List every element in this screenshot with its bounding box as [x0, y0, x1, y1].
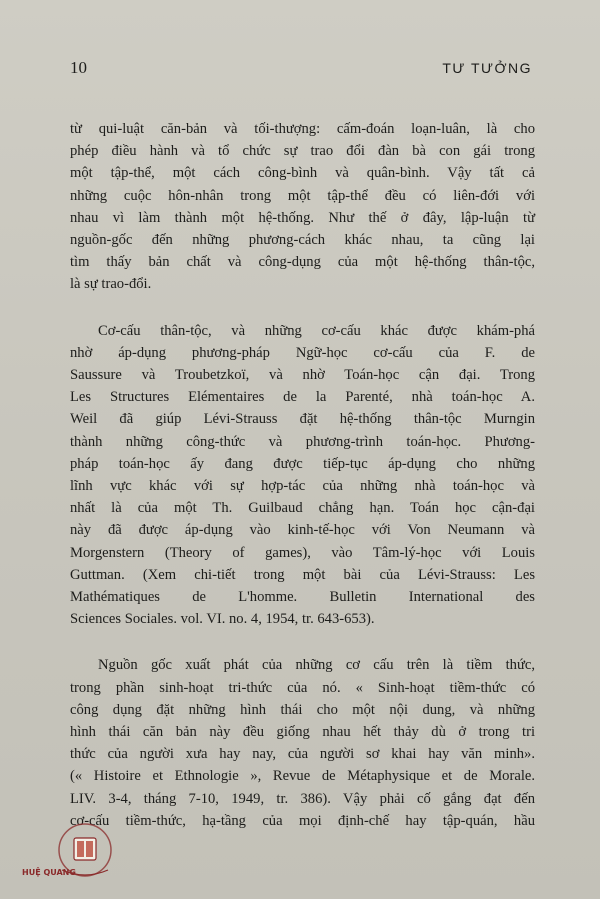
running-title: TƯ TƯỞNG	[442, 60, 532, 76]
text-line: hình thái căn bản này đều giống nhau hết thảy dù ở trong tri	[70, 724, 535, 741]
text-line: cơ-cấu tiềm-thức, hạ-tầng của mọi định-chế hay tập-quán, hầu	[70, 812, 535, 829]
text-line: là sự trao-đổi.	[70, 276, 152, 293]
text-line: Sciences Sociales. vol. VI. no. 4, 1954, tr. 643-653).	[70, 611, 375, 628]
text-line: lĩnh vực khác với sự hợp-tác của những nhà toán-học và	[70, 478, 535, 495]
text-line: Guttman. (Xem chi-tiết trong một bài của Lévi-Strauss: Les	[70, 566, 535, 583]
page-body	[70, 118, 535, 852]
text-line: từ qui-luật căn-bản và tối-thượng: cấm-đoán loạn-luân, là cho	[70, 121, 535, 137]
text-line: Mathématiques de L'homme. Bulletin International des	[70, 589, 535, 606]
text-line: Les Structures Elémentaires de la Parenté, nhà toán-học A.	[70, 389, 535, 406]
paragraph-3	[70, 654, 535, 832]
page-number: 10	[70, 58, 87, 77]
text-line: nguồn-gốc đến những phương-cách khác nhau, ta cũng lại	[70, 232, 535, 249]
text-line: trong phần sinh-hoạt tri-thức của nó. « Sinh-hoạt tiềm-thức có	[70, 679, 535, 696]
text-line: công dụng đặt những hình thái cho một nội dung, và những	[70, 701, 535, 718]
page-header	[70, 58, 532, 82]
text-line: những cuộc hôn-nhân trong một tập-thể đều có liên-đới với	[70, 187, 535, 204]
text-line: Saussure và Troubetzkoï, và nhờ Toán-học cận đại. Trong	[70, 367, 535, 384]
library-stamp-icon	[50, 820, 120, 890]
stamp-text: HUỆ QUANG	[22, 868, 76, 877]
paragraph-1	[70, 118, 535, 296]
text-line: nhất là của một Th. Guilbaud chẳng hạn. Toán học cận-đại	[70, 500, 535, 517]
paragraph-2	[70, 320, 535, 631]
text-line: (« Histoire et Ethnologie », Revue de Métaphysique et de Morale.	[70, 768, 535, 785]
text-line: thành những công-thức và phương-trình toán-học. Phương-	[70, 433, 535, 450]
text-line: Morgenstern (Theory of games), vào Tâm-lý-học với Louis	[70, 544, 535, 561]
text-line: thức của người xưa hay nay, của người sơ khai hay văn minh».	[70, 746, 535, 763]
text-line: pháp toán-học ấy đang được tiếp-tục áp-dụng cho những	[70, 455, 535, 472]
text-line: tìm thấy bản chất và công-dụng của một hệ-thống thân-tộc,	[70, 254, 535, 271]
text-line: nhau vì làm thành một hệ-thống. Như thế ở đây, lập-luận từ	[70, 209, 535, 226]
text-line: phép điều hành và tổ chức sự trao đổi đàn bà con gái trong	[70, 143, 535, 160]
text-line: một tập-thể, một cách công-bình và quân-bình. Vậy tất cả	[70, 165, 535, 182]
text-line: Weil đã giúp Lévi-Strauss đặt hệ-thống thân-tộc Murngin	[70, 411, 535, 428]
text-line: Nguồn gốc xuất phát của những cơ cấu trên là tiềm thức,	[98, 657, 535, 674]
text-line: Cơ-cấu thân-tộc, và những cơ-cấu khác được khám-phá	[98, 322, 535, 339]
text-line: LIV. 3-4, tháng 7-10, 1949, tr. 386). Vậy phải cố gắng đạt đến	[70, 790, 535, 807]
text-line: này đã được áp-dụng vào kinh-tế-học với Von Neumann và	[70, 522, 535, 539]
text-line: nhờ áp-dụng phương-pháp Ngữ-học cơ-cấu của F. de	[70, 344, 535, 361]
